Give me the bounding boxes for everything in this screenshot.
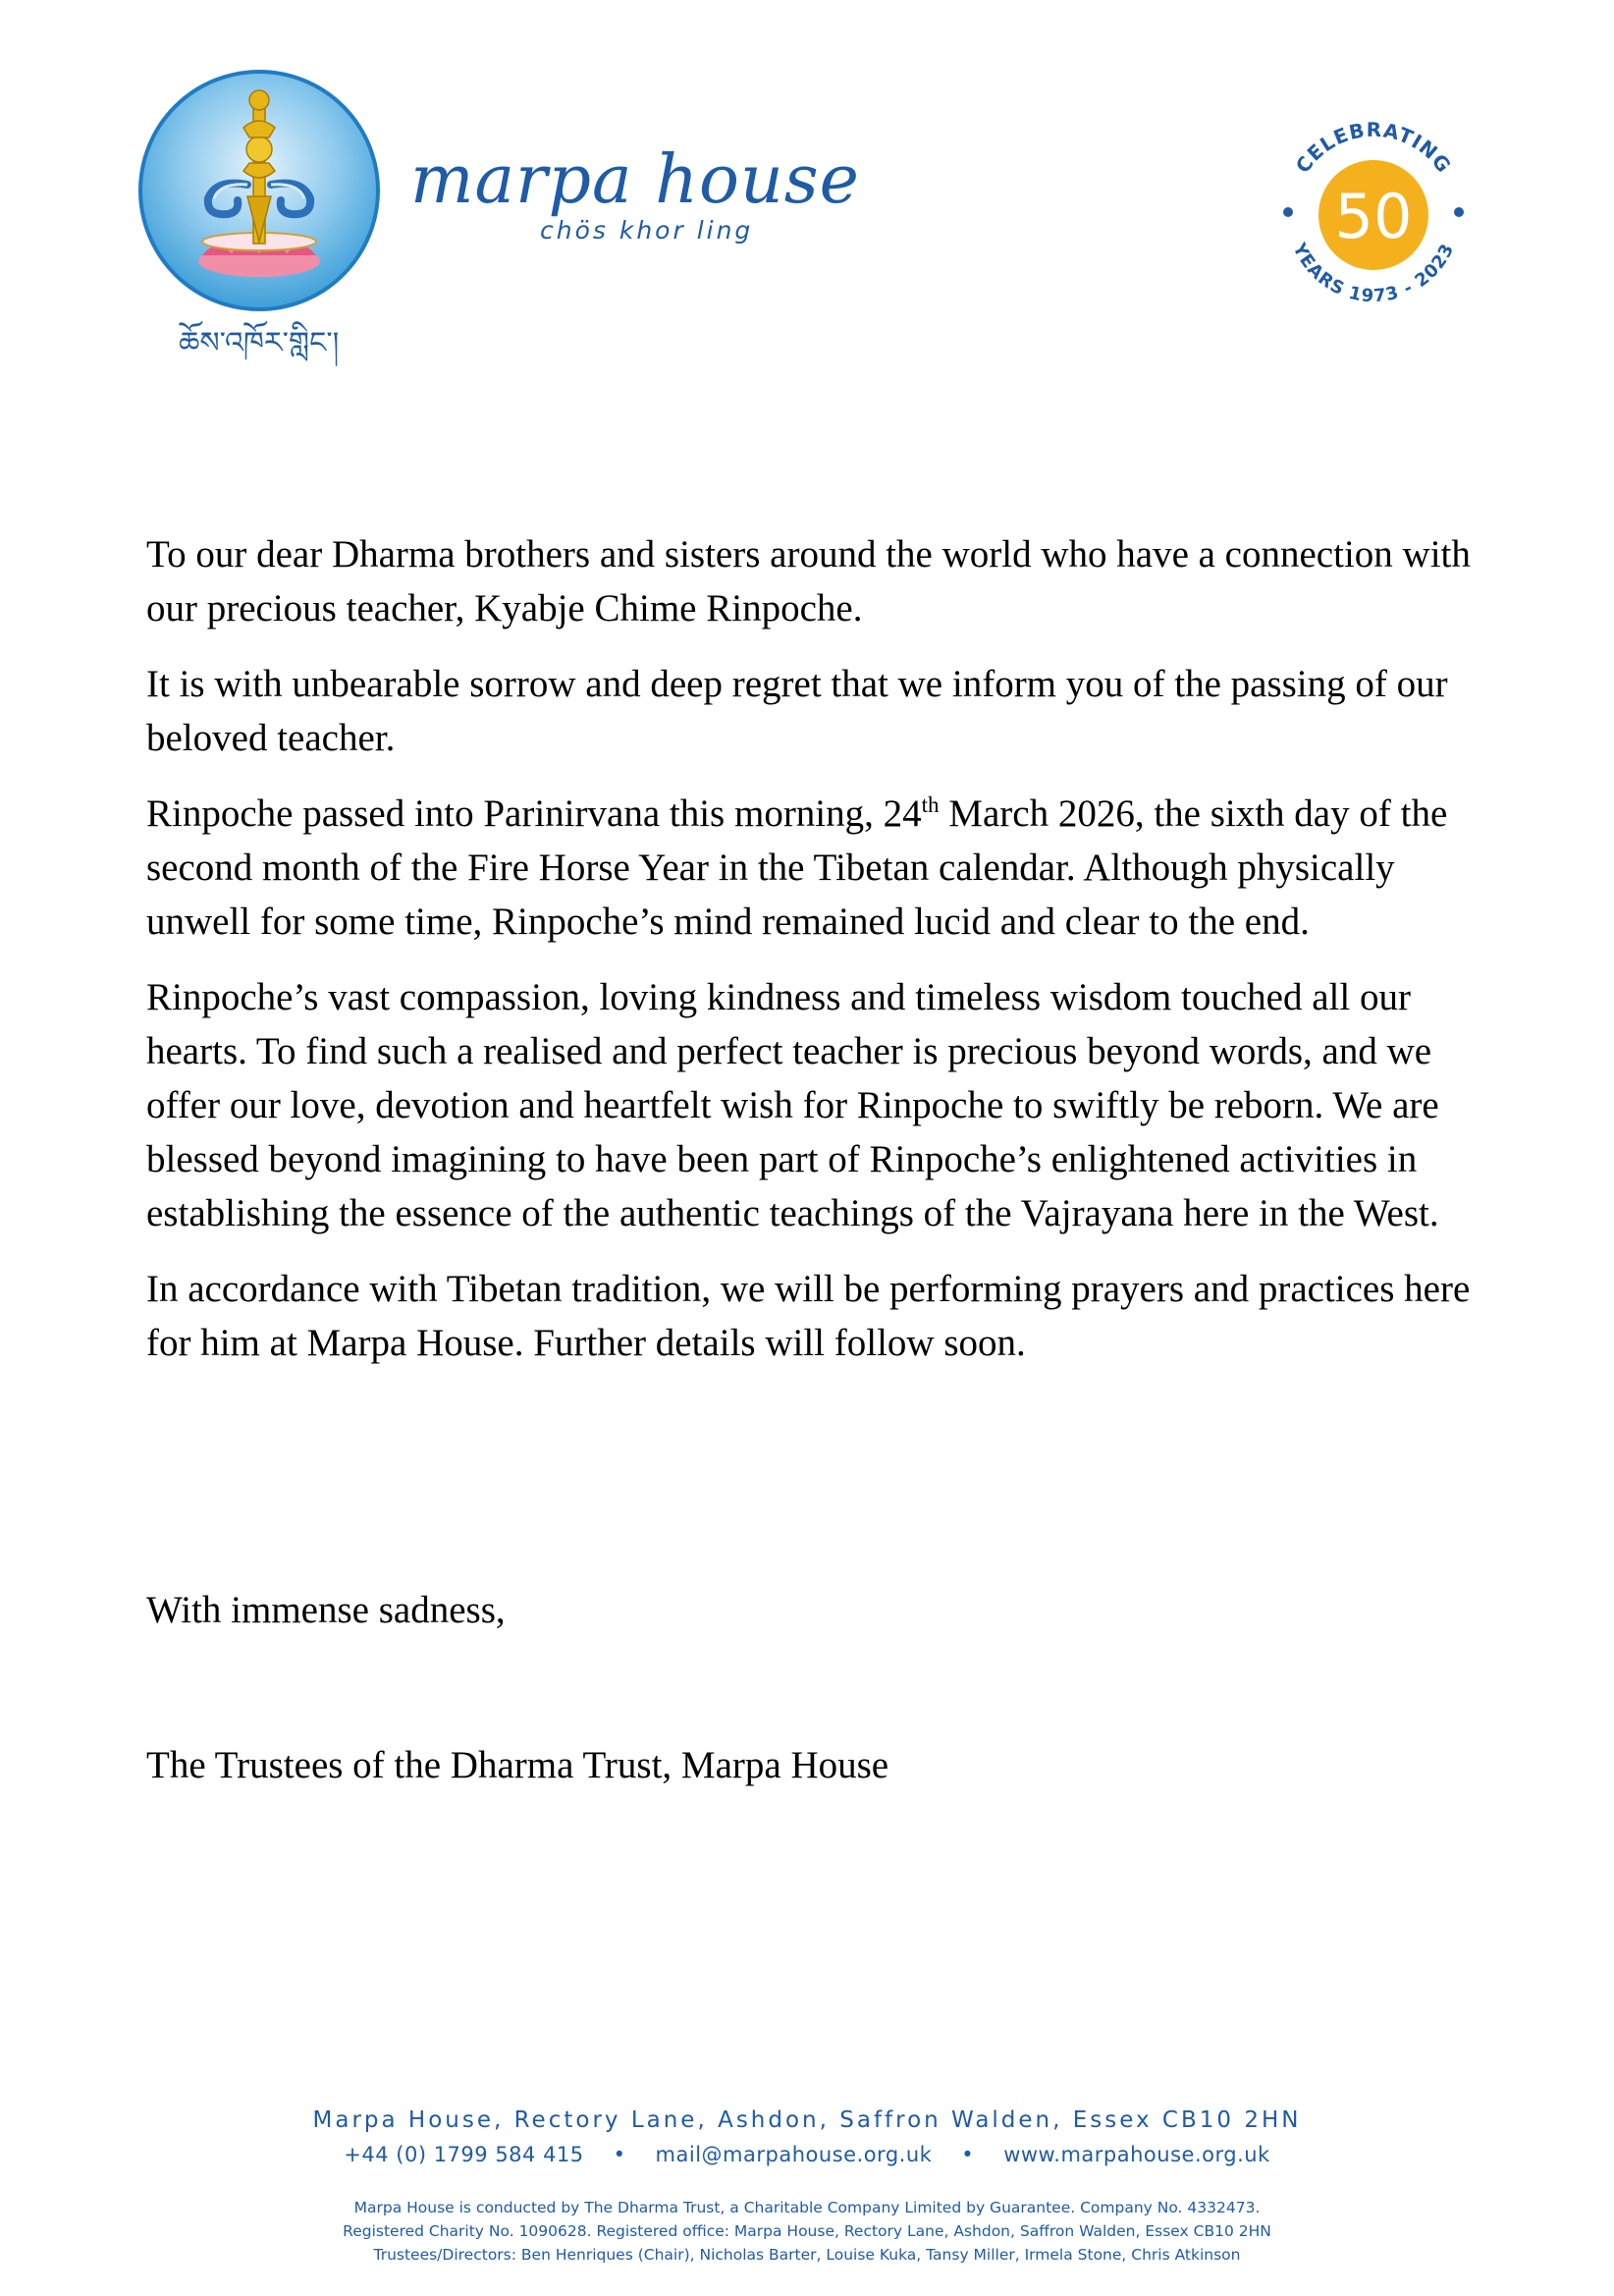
anniversary-badge xyxy=(1272,114,1475,316)
footer-phone[interactable]: +44 (0) 1799 584 415 xyxy=(344,2143,584,2166)
badge-top-text: CELEBRATING xyxy=(1290,117,1457,178)
legal-line: Marpa House is conducted by The Dharma Trust, a Charitable Company Limited by Guarantee. Company No. 4332473. xyxy=(353,2199,1261,2216)
date-ordinal-suffix: th xyxy=(921,793,940,817)
logo-subtitle: chös khor ling xyxy=(540,216,754,245)
footer-website-link[interactable]: www.marpahouse.org.uk xyxy=(1003,2143,1270,2166)
vajra-emblem-logo xyxy=(137,69,381,312)
paragraph: In accordance with Tibetan tradition, we will be performing prayers and practices here for him at Marpa House. Further details will follow soon. xyxy=(146,1268,1471,1364)
paragraph: Rinpoche’s vast compassion, loving kindness and timeless wisdom touched all our hearts. To find such a realised and perfect teacher is precious beyond words, and we offer our love, devotion and heartfelt wish for Rinpoche to swiftly be reborn. We are blessed beyond imagining to have been part of Rinpoche’s enlightened activities in establishing the essence of the authentic teachings of the Vajrayana here in the West. xyxy=(146,976,1439,1234)
logo-wordmark xyxy=(410,141,860,245)
footer-contact xyxy=(0,2143,1614,2166)
footer-address: Marpa House, Rectory Lane, Ashdon, Saffron Walden, Essex CB10 2HN xyxy=(312,2107,1302,2133)
logo-name: marpa house xyxy=(410,141,860,219)
footer-separator: • xyxy=(961,2143,975,2166)
paragraph: Rinpoche passed into Parinirvana this morning, 24th March 2026, the sixth day of the second month of the Fire Horse Year in the Tibetan calendar. Although physically unwell for some time, Rinpoche’s mind remained lucid and clear to the end. xyxy=(146,793,1448,943)
footer-legal xyxy=(0,2196,1614,2267)
letter-body xyxy=(146,527,1481,1392)
footer-separator: • xyxy=(613,2143,626,2166)
paragraph: It is with unbearable sorrow and deep regret that we inform you of the passing of our beloved teacher. xyxy=(146,663,1448,759)
letter-closing: With immense sadness, xyxy=(146,1589,506,1631)
legal-line: Trustees/Directors: Ben Henriques (Chair), Nicholas Barter, Louise Kuka, Tansy Miller, Irmela Stone, Chris Atkinson xyxy=(373,2246,1241,2264)
badge-number: 50 xyxy=(1334,181,1413,252)
logo-tibetan-script: ཆོས་འཁོར་གླིང་། xyxy=(179,326,340,360)
paragraph: To our dear Dharma brothers and sisters around the world who have a connection with our precious teacher, Kyabje Chime Rinpoche. xyxy=(146,533,1471,629)
footer-email-link[interactable]: mail@marpahouse.org.uk xyxy=(655,2143,933,2166)
badge-bottom-text: YEARS 1973 - 2023 xyxy=(1288,240,1459,307)
legal-line: Registered Charity No. 1090628. Registered office: Marpa House, Rectory Lane, Ashdon, Saffron Walden, Essex CB10 2HN xyxy=(343,2222,1271,2240)
letter-signature: The Trustees of the Dharma Trust, Marpa House xyxy=(146,1744,889,1786)
